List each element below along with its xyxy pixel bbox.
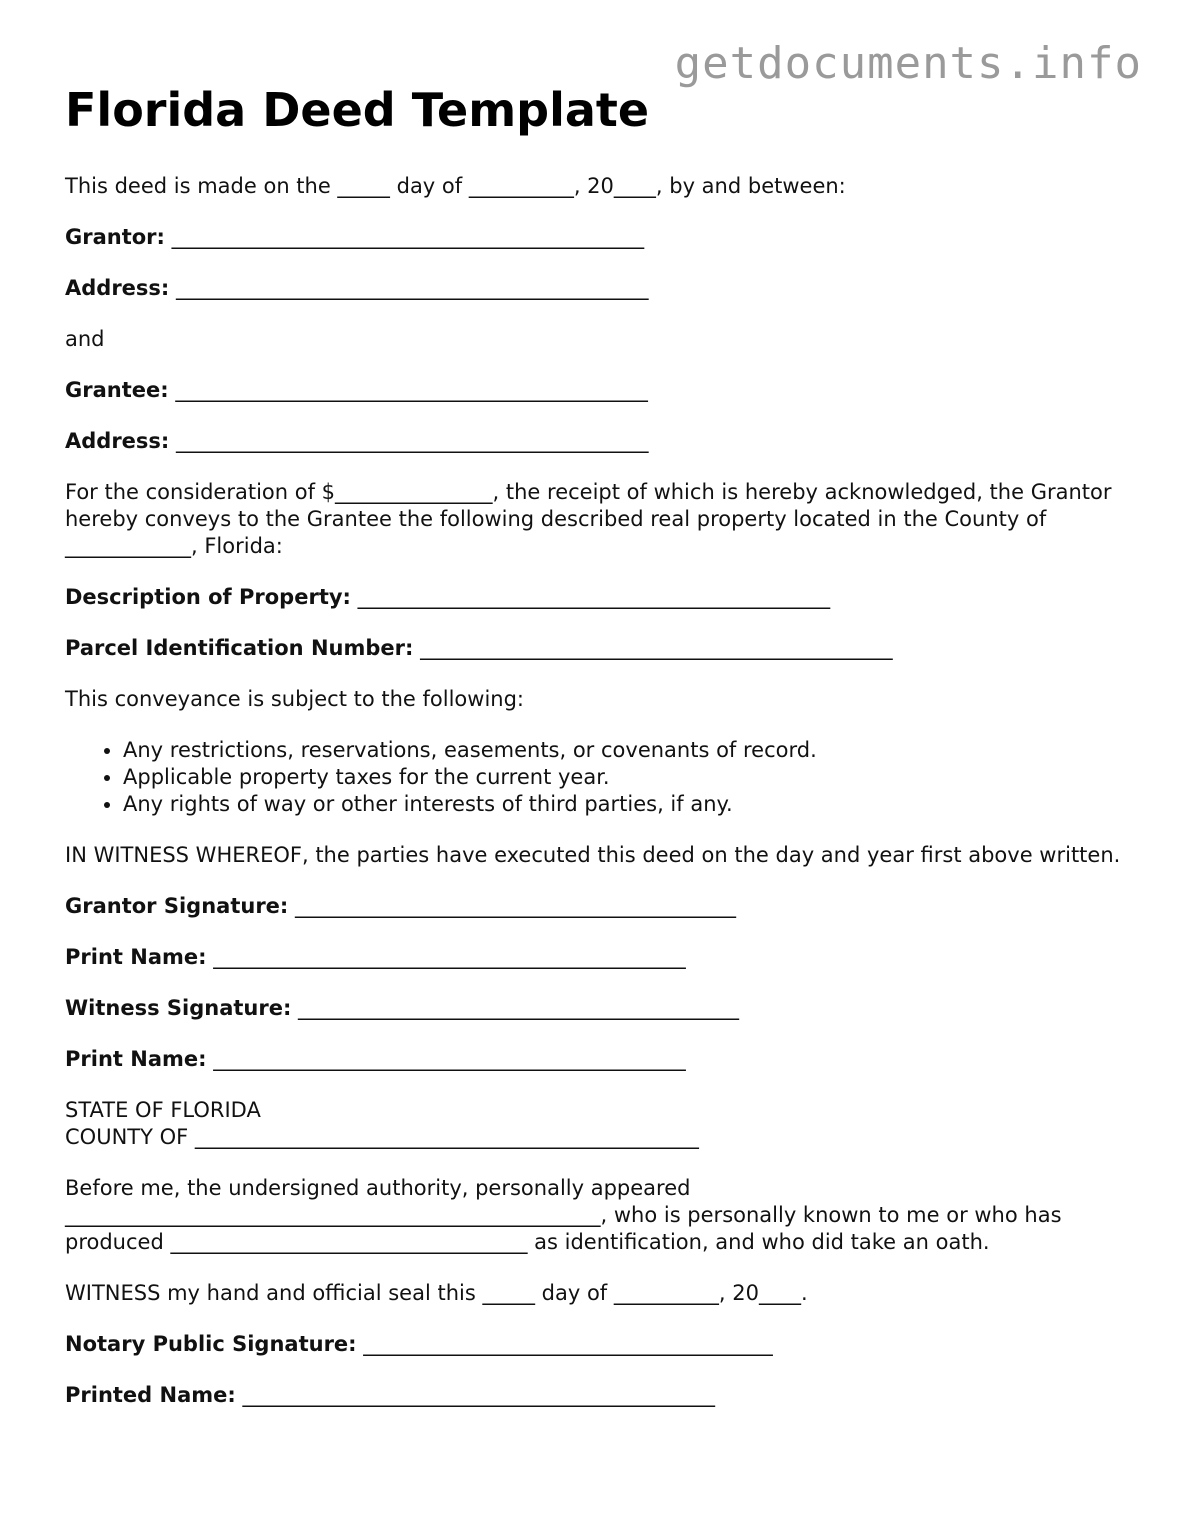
grantor-blank[interactable]: _____________________________________________ <box>164 225 645 249</box>
notary-printed-name-blank[interactable]: _____________________________________________ <box>235 1383 715 1407</box>
grantor-print-name-blank[interactable]: _____________________________________________ <box>206 945 686 969</box>
list-item: • Applicable property taxes for the current year. <box>123 764 1125 791</box>
state-line: STATE OF FLORIDA <box>65 1098 261 1122</box>
witness-signature-label: Witness Signature: <box>65 996 292 1020</box>
subject-intro: This conveyance is subject to the following: <box>65 687 525 711</box>
witness-signature-blank[interactable]: __________________________________________ <box>291 996 740 1020</box>
grantor-field <box>65 224 1125 251</box>
intro-paragraph: This deed is made on the _____ day of __________, 20____, by and between: <box>65 174 846 198</box>
notary-signature-field <box>65 1331 1125 1358</box>
property-description-field <box>65 584 1125 611</box>
document-body <box>65 80 1125 1433</box>
grantor-signature-blank[interactable]: __________________________________________ <box>288 894 736 918</box>
notary-printed-name-label: Printed Name: <box>65 1383 236 1407</box>
witness-whereof-paragraph: IN WITNESS WHEREOF, the parties have executed this deed on the day and year first above written. <box>65 843 1121 867</box>
grantor-print-name-field <box>65 944 1125 971</box>
notary-signature-label: Notary Public Signature: <box>65 1332 357 1356</box>
witness-print-name-blank[interactable]: _____________________________________________ <box>206 1047 686 1071</box>
property-description-blank[interactable]: _____________________________________________ <box>350 585 831 609</box>
grantor-print-name-label: Print Name: <box>65 945 207 969</box>
grantor-address-field <box>65 275 1125 302</box>
grantor-address-blank[interactable]: _____________________________________________ <box>169 276 649 300</box>
notary-signature-blank[interactable]: _______________________________________ <box>356 1332 773 1356</box>
parcel-id-field <box>65 635 1125 662</box>
witness-print-name-field <box>65 1046 1125 1073</box>
notary-witness-line: WITNESS my hand and official seal this _____ day of __________, 20____. <box>65 1281 808 1305</box>
notary-printed-name-field <box>65 1382 1125 1409</box>
grantor-label: Grantor: <box>65 225 165 249</box>
notary-venue <box>65 1097 1125 1151</box>
grantee-address-label: Address: <box>65 429 170 453</box>
grantor-address-label: Address: <box>65 276 170 300</box>
parcel-id-blank[interactable]: _____________________________________________ <box>413 636 893 660</box>
county-line[interactable]: COUNTY OF ________________________________________________ <box>65 1125 699 1149</box>
conditions-list <box>65 737 1125 818</box>
list-item: • Any rights of way or other interests of third parties, if any. <box>123 791 1125 818</box>
grantee-address-blank[interactable]: _____________________________________________ <box>169 429 649 453</box>
list-item: • Any restrictions, reservations, easements, or covenants of record. <box>123 737 1125 764</box>
grantee-address-field <box>65 428 1125 455</box>
property-description-label: Description of Property: <box>65 585 351 609</box>
consideration-paragraph: For the consideration of $_______________, the receipt of which is hereby acknowledged, the Grantor hereby conveys to the Grantee the following described real property located in the County of ____________, Florida: <box>65 480 1119 558</box>
and-text: and <box>65 327 105 351</box>
grantee-field <box>65 377 1125 404</box>
grantee-label: Grantee: <box>65 378 169 402</box>
witness-signature-field <box>65 995 1125 1022</box>
witness-print-name-label: Print Name: <box>65 1047 207 1071</box>
grantee-blank[interactable]: _____________________________________________ <box>168 378 648 402</box>
grantor-signature-label: Grantor Signature: <box>65 894 289 918</box>
parcel-id-label: Parcel Identification Number: <box>65 636 414 660</box>
watermark: getdocuments.info <box>674 38 1142 89</box>
document-title: Florida Deed Template <box>65 83 650 137</box>
notary-statement: Before me, the undersigned authority, personally appeared ___________________________________________________, who is personally known to me or who has produced __________________________________ as identification, and who did take an oath. <box>65 1176 1069 1254</box>
grantor-signature-field <box>65 893 1125 920</box>
